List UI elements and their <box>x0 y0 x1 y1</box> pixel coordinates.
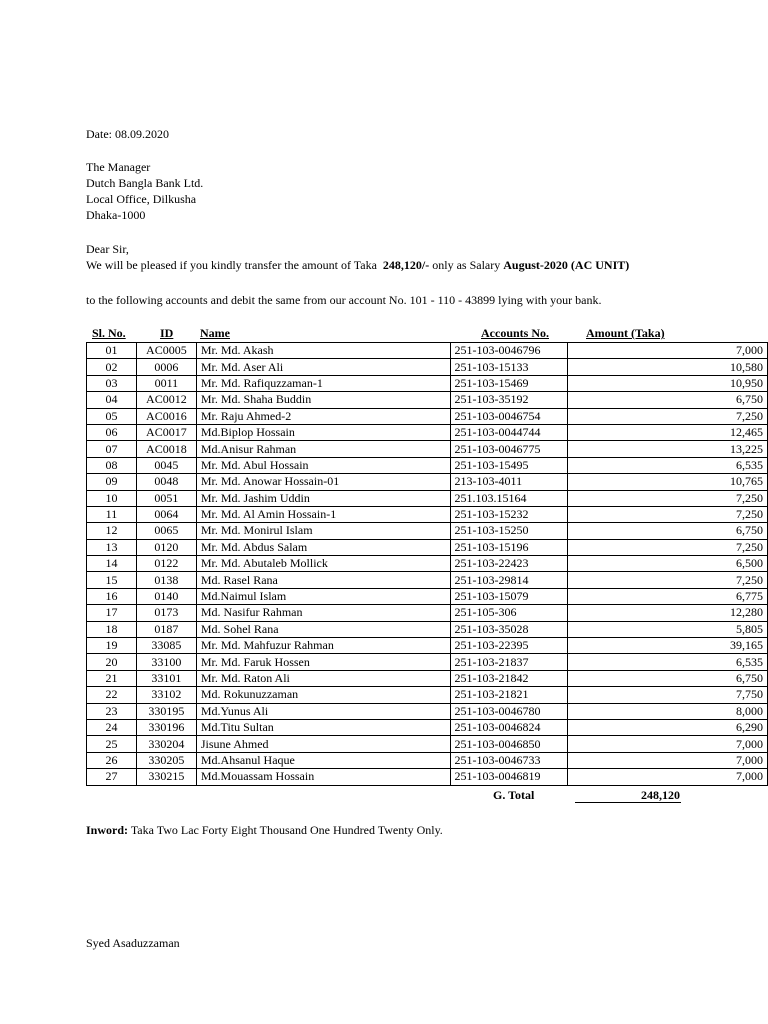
table-row <box>87 523 768 539</box>
table-row <box>87 506 768 522</box>
row-id: AC0005 <box>136 343 196 359</box>
row-sl-no: 01 <box>87 343 137 359</box>
row-sl-no: 08 <box>87 457 137 473</box>
table-row <box>87 392 768 408</box>
row-id: 0138 <box>136 572 196 588</box>
row-name: Md. Nasifur Rahman <box>196 605 450 621</box>
row-account-no: 251-103-0046775 <box>450 441 568 457</box>
table-row <box>87 654 768 670</box>
table-row <box>87 605 768 621</box>
row-name: Mr. Md. Raton Ali <box>196 670 450 686</box>
row-name: Md. Sohel Rana <box>196 621 450 637</box>
recipient-address <box>86 160 203 224</box>
row-id: AC0016 <box>136 408 196 424</box>
row-amount: 5,805 <box>568 621 768 637</box>
table-row <box>87 736 768 752</box>
address-line: The Manager <box>86 160 151 174</box>
row-id: 330215 <box>136 769 196 785</box>
row-name: Jisune Ahmed <box>196 736 450 752</box>
row-sl-no: 19 <box>87 638 137 654</box>
row-sl-no: 16 <box>87 588 137 604</box>
row-sl-no: 24 <box>87 719 137 735</box>
row-sl-no: 10 <box>87 490 137 506</box>
table-row <box>87 539 768 555</box>
row-id: 0048 <box>136 474 196 490</box>
row-sl-no: 02 <box>87 359 137 375</box>
row-name: Md.Naimul Islam <box>196 588 450 604</box>
row-id: 0064 <box>136 506 196 522</box>
row-account-no: 213-103-4011 <box>450 474 568 490</box>
row-name: Mr. Raju Ahmed-2 <box>196 408 450 424</box>
row-amount: 7,250 <box>568 539 768 555</box>
row-name: Md.Titu Sultan <box>196 719 450 735</box>
row-account-no: 251.103.15164 <box>450 490 568 506</box>
row-account-no: 251-103-0046780 <box>450 703 568 719</box>
row-id: 33085 <box>136 638 196 654</box>
row-name: Mr. Md. Monirul Islam <box>196 523 450 539</box>
grand-total-label: G. Total <box>493 788 535 802</box>
row-amount: 6,500 <box>568 556 768 572</box>
row-name: Md.Biplop Hossain <box>196 424 450 440</box>
row-id: 0122 <box>136 556 196 572</box>
header-amount: Amount (Taka) <box>586 326 665 340</box>
row-account-no: 251-103-0046796 <box>450 343 568 359</box>
row-amount: 10,580 <box>568 359 768 375</box>
row-amount: 6,535 <box>568 457 768 473</box>
row-amount: 39,165 <box>568 638 768 654</box>
row-account-no: 251-103-0046850 <box>450 736 568 752</box>
body-line-2: to the following accounts and debit the same from our account No. 101 - 110 - 43899 lying with your bank. <box>86 293 602 307</box>
row-sl-no: 18 <box>87 621 137 637</box>
row-amount: 7,000 <box>568 752 768 768</box>
row-id: 0120 <box>136 539 196 555</box>
row-name: Mr. Md. Shaha Buddin <box>196 392 450 408</box>
row-sl-no: 20 <box>87 654 137 670</box>
row-amount: 7,000 <box>568 769 768 785</box>
salary-period: August-2020 (AC UNIT) <box>503 258 630 272</box>
row-account-no: 251-103-15232 <box>450 506 568 522</box>
row-account-no: 251-103-0046754 <box>450 408 568 424</box>
row-sl-no: 13 <box>87 539 137 555</box>
row-sl-no: 15 <box>87 572 137 588</box>
table-row <box>87 572 768 588</box>
row-name: Mr. Md. Anowar Hossain-01 <box>196 474 450 490</box>
row-sl-no: 05 <box>87 408 137 424</box>
inword-label: Inword: <box>86 823 129 837</box>
row-sl-no: 04 <box>87 392 137 408</box>
row-account-no: 251-105-306 <box>450 605 568 621</box>
grand-total-value: 248,120 <box>641 788 680 802</box>
row-amount: 6,750 <box>568 670 768 686</box>
table-row <box>87 621 768 637</box>
table-row <box>87 719 768 735</box>
row-account-no: 251-103-29814 <box>450 572 568 588</box>
row-account-no: 251-103-0046824 <box>450 719 568 735</box>
row-amount: 7,000 <box>568 343 768 359</box>
row-account-no: 251-103-15469 <box>450 375 568 391</box>
table-row <box>87 474 768 490</box>
row-name: Md.Yunus Ali <box>196 703 450 719</box>
row-sl-no: 23 <box>87 703 137 719</box>
row-name: Md.Ahsanul Haque <box>196 752 450 768</box>
row-id: 330195 <box>136 703 196 719</box>
row-name: Mr. Md. Aser Ali <box>196 359 450 375</box>
table-row <box>87 490 768 506</box>
table-row <box>87 359 768 375</box>
row-id: 0065 <box>136 523 196 539</box>
row-id: 0011 <box>136 375 196 391</box>
header-account-no: Accounts No. <box>481 326 549 340</box>
row-amount: 6,775 <box>568 588 768 604</box>
table-row <box>87 769 768 785</box>
row-amount: 6,535 <box>568 654 768 670</box>
row-amount: 10,765 <box>568 474 768 490</box>
row-account-no: 251-103-0046819 <box>450 769 568 785</box>
row-sl-no: 21 <box>87 670 137 686</box>
row-account-no: 251-103-22423 <box>450 556 568 572</box>
row-account-no: 251-103-21842 <box>450 670 568 686</box>
row-id: 0187 <box>136 621 196 637</box>
row-name: Mr. Md. Rafiquzzaman-1 <box>196 375 450 391</box>
row-sl-no: 12 <box>87 523 137 539</box>
row-id: 0051 <box>136 490 196 506</box>
table-row <box>87 424 768 440</box>
row-name: Mr. Md. Faruk Hossen <box>196 654 450 670</box>
row-name: Md.Mouassam Hossain <box>196 769 450 785</box>
letter-date: Date: 08.09.2020 <box>86 127 169 141</box>
row-account-no: 251-103-15250 <box>450 523 568 539</box>
transfer-amount: 248,120/- <box>382 258 430 272</box>
row-id: AC0018 <box>136 441 196 457</box>
row-amount: 6,290 <box>568 719 768 735</box>
body-text: We will be pleased if you kindly transfer the amount of Taka <box>86 258 377 272</box>
table-row <box>87 703 768 719</box>
row-amount: 6,750 <box>568 392 768 408</box>
row-amount: 13,225 <box>568 441 768 457</box>
header-id: ID <box>160 326 174 340</box>
row-id: 0173 <box>136 605 196 621</box>
table-row <box>87 457 768 473</box>
table-row <box>87 638 768 654</box>
header-name: Name <box>200 326 230 340</box>
row-amount: 7,250 <box>568 490 768 506</box>
row-id: 0140 <box>136 588 196 604</box>
row-id: 33102 <box>136 687 196 703</box>
salary-table <box>86 342 768 786</box>
table-header <box>86 326 768 342</box>
row-account-no: 251-103-15079 <box>450 588 568 604</box>
row-amount: 7,000 <box>568 736 768 752</box>
row-name: Mr. Md. Al Amin Hossain-1 <box>196 506 450 522</box>
address-line: Local Office, Dilkusha <box>86 192 197 206</box>
row-name: Mr. Md. Abul Hossain <box>196 457 450 473</box>
row-account-no: 251-103-22395 <box>450 638 568 654</box>
row-amount: 7,750 <box>568 687 768 703</box>
row-id: 330196 <box>136 719 196 735</box>
row-sl-no: 22 <box>87 687 137 703</box>
row-account-no: 251-103-21837 <box>450 654 568 670</box>
greeting: Dear Sir, <box>86 242 129 256</box>
row-amount: 12,465 <box>568 424 768 440</box>
signer-name: Syed Asaduzzaman <box>86 936 180 950</box>
row-sl-no: 11 <box>87 506 137 522</box>
row-id: 0045 <box>136 457 196 473</box>
row-sl-no: 09 <box>87 474 137 490</box>
row-account-no: 251-103-35192 <box>450 392 568 408</box>
row-name: Md. Rokunuzzaman <box>196 687 450 703</box>
inword-line <box>86 823 443 837</box>
row-name: Mr. Md. Abdus Salam <box>196 539 450 555</box>
row-id: 330205 <box>136 752 196 768</box>
row-sl-no: 17 <box>87 605 137 621</box>
row-name: Mr. Md. Abutaleb Mollick <box>196 556 450 572</box>
row-name: Md. Rasel Rana <box>196 572 450 588</box>
table-row <box>87 441 768 457</box>
inword-text: Taka Two Lac Forty Eight Thousand One Hundred Twenty Only. <box>130 823 443 837</box>
row-id: 33100 <box>136 654 196 670</box>
header-sl-no: Sl. No. <box>92 326 126 340</box>
row-sl-no: 27 <box>87 769 137 785</box>
row-name: Mr. Md. Mahfuzur Rahman <box>196 638 450 654</box>
row-amount: 12,280 <box>568 605 768 621</box>
row-id: 330204 <box>136 736 196 752</box>
row-account-no: 251-103-0044744 <box>450 424 568 440</box>
body-line-1 <box>86 258 629 272</box>
row-amount: 7,250 <box>568 506 768 522</box>
address-line: Dutch Bangla Bank Ltd. <box>86 176 204 190</box>
row-account-no: 251-103-15495 <box>450 457 568 473</box>
row-sl-no: 03 <box>87 375 137 391</box>
row-account-no: 251-103-21821 <box>450 687 568 703</box>
row-account-no: 251-103-0046733 <box>450 752 568 768</box>
table-row <box>87 752 768 768</box>
table-row <box>87 687 768 703</box>
row-sl-no: 25 <box>87 736 137 752</box>
row-id: AC0012 <box>136 392 196 408</box>
row-account-no: 251-103-15133 <box>450 359 568 375</box>
row-account-no: 251-103-35028 <box>450 621 568 637</box>
table-row <box>87 588 768 604</box>
address-line: Dhaka-1000 <box>86 208 146 222</box>
row-account-no: 251-103-15196 <box>450 539 568 555</box>
row-id: 0006 <box>136 359 196 375</box>
total-underline <box>575 802 681 803</box>
row-name: Mr. Md. Akash <box>196 343 450 359</box>
row-sl-no: 07 <box>87 441 137 457</box>
body-text: only as Salary <box>432 258 501 272</box>
table-row <box>87 556 768 572</box>
row-sl-no: 14 <box>87 556 137 572</box>
table-row <box>87 408 768 424</box>
row-amount: 7,250 <box>568 572 768 588</box>
row-name: Md.Anisur Rahman <box>196 441 450 457</box>
row-id: AC0017 <box>136 424 196 440</box>
row-sl-no: 26 <box>87 752 137 768</box>
row-id: 33101 <box>136 670 196 686</box>
row-amount: 7,250 <box>568 408 768 424</box>
row-amount: 6,750 <box>568 523 768 539</box>
row-amount: 10,950 <box>568 375 768 391</box>
row-name: Mr. Md. Jashim Uddin <box>196 490 450 506</box>
table-row <box>87 670 768 686</box>
table-row <box>87 343 768 359</box>
row-amount: 8,000 <box>568 703 768 719</box>
table-row <box>87 375 768 391</box>
row-sl-no: 06 <box>87 424 137 440</box>
